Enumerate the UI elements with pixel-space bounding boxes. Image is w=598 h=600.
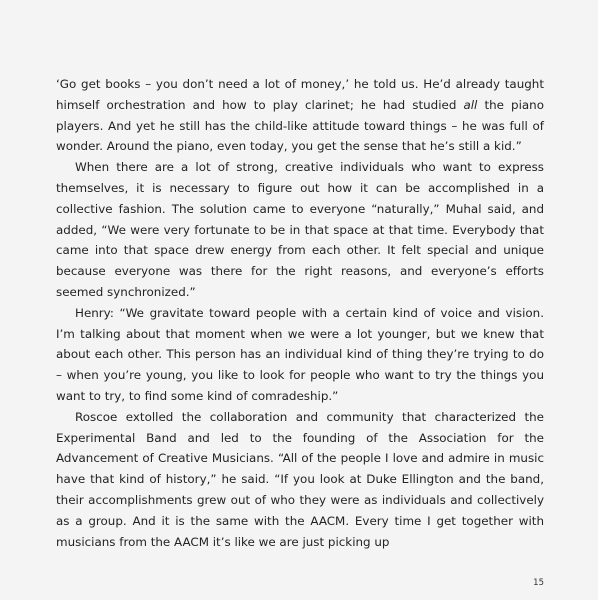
paragraph-1-text-end: the piano players. And yet he still has the child-like attitude toward things – he was full of wonder. Around the piano, even today, you get the sense that he’s still a kid.” [56, 97, 544, 154]
paragraph-4: Roscoe extolled the collaboration and community that characterized the Experimental Band and led to the founding of the Association for the Advancement of Creative Musicians. “All of the people I love and admire in music have that kind of history,” he said. “If you look at Duke Ellington and the band, their accomplishments grew out of who they were as individuals and collectively as a group. And it is the same with the AACM. Every time I get together with musicians from the AACM it’s like we are just picking up [56, 409, 544, 549]
page-number: 15 [533, 578, 544, 588]
emphasized-word: all [463, 97, 478, 112]
paragraph-3: Henry: “We gravitate toward people with a certain kind of voice and vision. I’m talking about that moment when we were a lot younger, but we knew that about each other. This person has an individual kind of thing they’re trying to do – when you’re young, you like to look for people who want to try the things you want to try, to find some kind of comradeship.” [56, 305, 544, 403]
paragraph-1 [56, 74, 544, 157]
paragraph-1-text-start: ‘Go get books – you don’t need a lot of money,’ he told us. He’d already taught himself orchestration and how to play clarinet; he had studied [56, 77, 544, 112]
paragraph-2: When there are a lot of strong, creative individuals who want to express themselves, it is necessary to figure out how it can be accomplished in a collective fashion. The solution came to everyone “naturally,” Muhal said, and added, “We were very fortunate to be in that space at that time. Everybody that came into that space drew energy from each other. It felt special and unique because everyone was there for the right reasons, and everyone’s efforts seemed synchronized.” [56, 160, 544, 299]
body-text [56, 74, 544, 552]
